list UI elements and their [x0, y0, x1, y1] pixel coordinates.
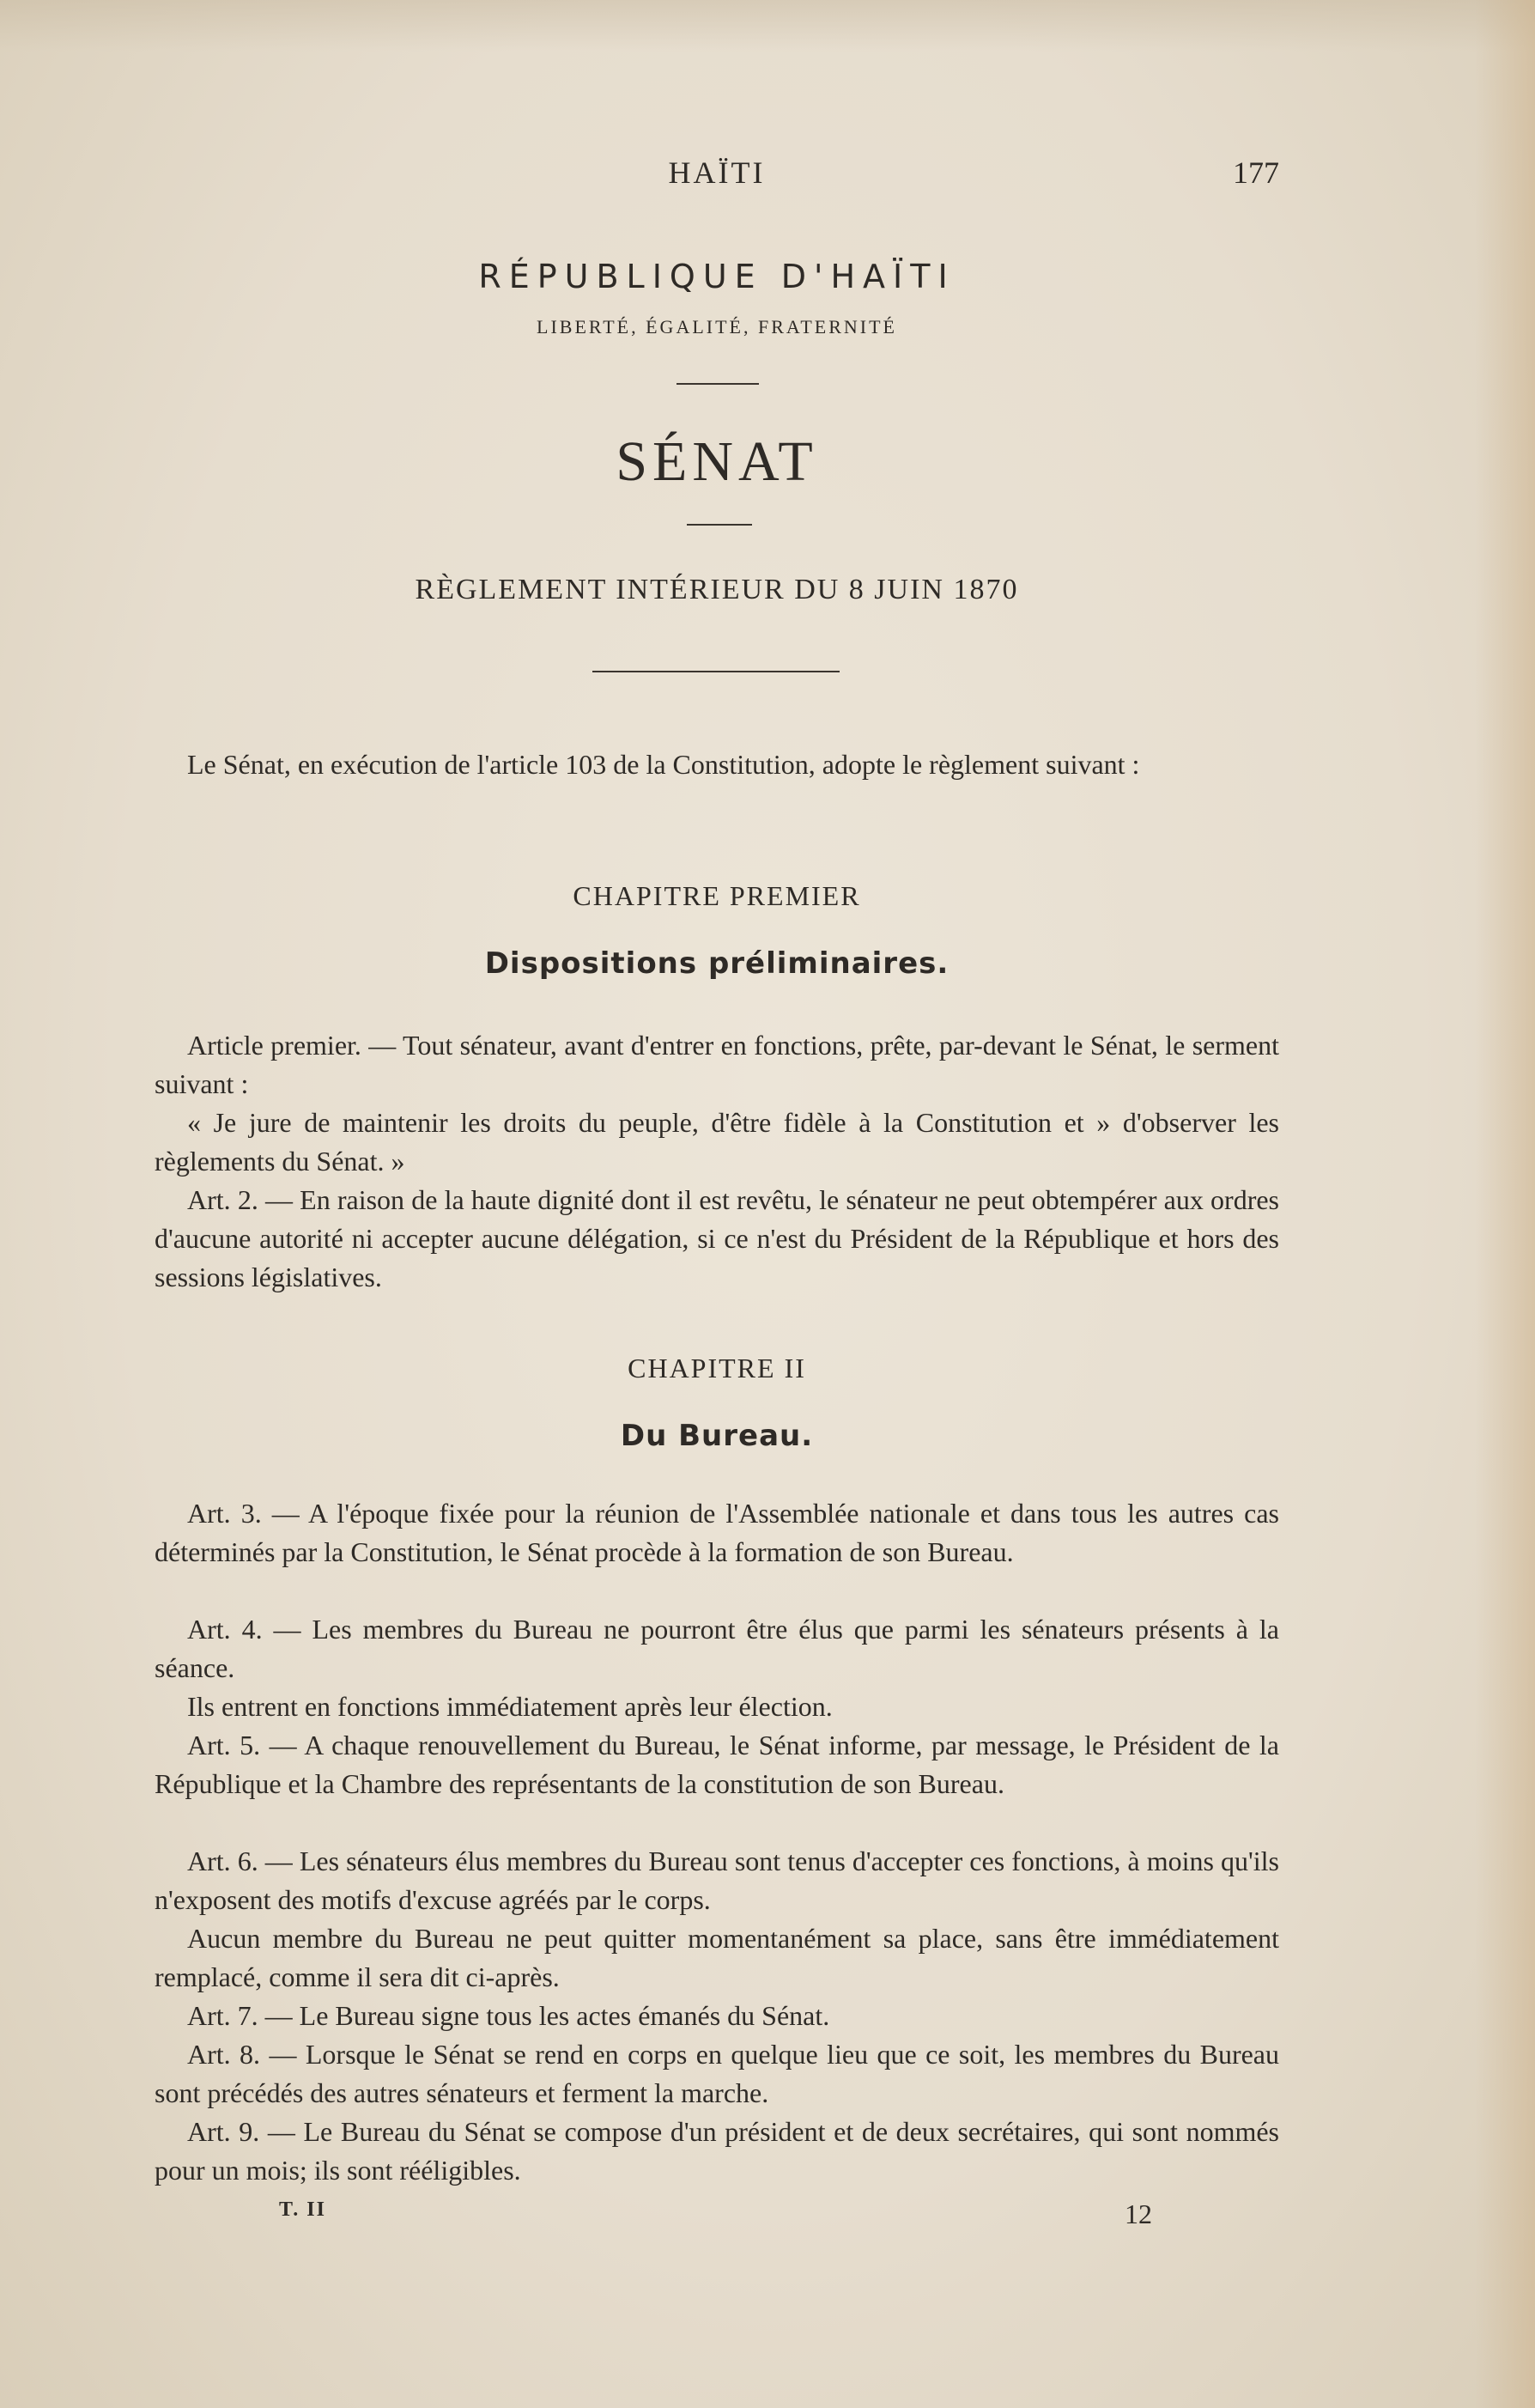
article-5: Art. 5. — A chaque renouvellement du Bureau, le Sénat informe, par message, le Président de la République et la Chambre des représentants de la constitution de son Bureau. [155, 1730, 1279, 1799]
volume-mark: T. II [279, 2198, 326, 2221]
page-edge-shadow-top [0, 0, 1535, 52]
article-8: Art. 8. — Lorsque le Sénat se rend en corps en quelque lieu que ce soit, les membres du Bureau sont précédés des autres sénateurs et ferment la marche. [155, 2039, 1279, 2108]
preamble: Le Sénat, en exécution de l'article 103 de la Constitution, adopte le règlement suivant : [187, 749, 1140, 780]
article-6-note: Aucun membre du Bureau ne peut quitter momentanément sa place, sans être immédiatement remplacé, comme il sera dit ci-après. [155, 1923, 1279, 1992]
article-9: Art. 9. — Le Bureau du Sénat se compose d'un président et de deux secrétaires, qui sont nommés pour un mois; ils sont rééligibles. [155, 2116, 1279, 2186]
page-edge-shadow-right [1475, 0, 1535, 2408]
divider-short-1 [676, 383, 759, 385]
article-1-oath: « Je jure de maintenir les droits du peuple, d'être fidèle à la Constitution et » d'observer les règlements du Sénat. » [155, 1107, 1279, 1177]
running-head [155, 155, 1279, 198]
article-2: Art. 2. — En raison de la haute dignité dont il est revêtu, le sénateur ne peut obtempérer aux ordres d'aucune autorité ni accepter aucune délégation, si ce n'est du Président de la République et hors des sessions législatives. [155, 1184, 1279, 1292]
divider-short-2 [687, 524, 752, 526]
chapter-1-title: CHAPITRE PREMIER [573, 880, 861, 911]
document-title: RÈGLEMENT INTÉRIEUR DU 8 JUIN 1870 [415, 574, 1019, 605]
page-number: 177 [1233, 155, 1279, 190]
article-4: Art. 4. — Les membres du Bureau ne pourront être élus que parmi les sénateurs présents à la séance. [155, 1614, 1279, 1683]
running-title: HAÏTI [668, 155, 766, 190]
article-3: Art. 3. — A l'époque fixée pour la réunion de l'Assemblée nationale et dans tous les autres cas déterminés par la Constitution, le Sénat procède à la formation de son Bureau. [155, 1498, 1279, 1567]
senat-heading: SÉNAT [616, 430, 818, 493]
chapter-2-subtitle: Du Bureau. [620, 1419, 814, 1453]
article-7: Art. 7. — Le Bureau signe tous les actes émanés du Sénat. [187, 2000, 830, 2031]
chapter-1-subtitle: Dispositions préliminaires. [484, 946, 950, 981]
motto: LIBERTÉ, ÉGALITÉ, FRATERNITÉ [537, 316, 897, 337]
article-6: Art. 6. — Les sénateurs élus membres du Bureau sont tenus d'accepter ces fonctions, à moins qu'ils n'exposent des motifs d'excuse agréés par le corps. [155, 1846, 1279, 1915]
signature-mark: 12 [1125, 2198, 1152, 2229]
article-4-note: Ils entrent en fonctions immédiatement après leur élection. [187, 1691, 833, 1722]
page-footer [155, 2198, 1279, 2233]
article-1: Article premier. — Tout sénateur, avant d'entrer en fonctions, prête, par-devant le Sénat, le serment suivant : [155, 1030, 1279, 1099]
divider-long [592, 671, 840, 672]
chapter-2-title: CHAPITRE II [628, 1353, 806, 1383]
republic-heading: RÉPUBLIQUE D'HAÏTI [478, 258, 956, 295]
